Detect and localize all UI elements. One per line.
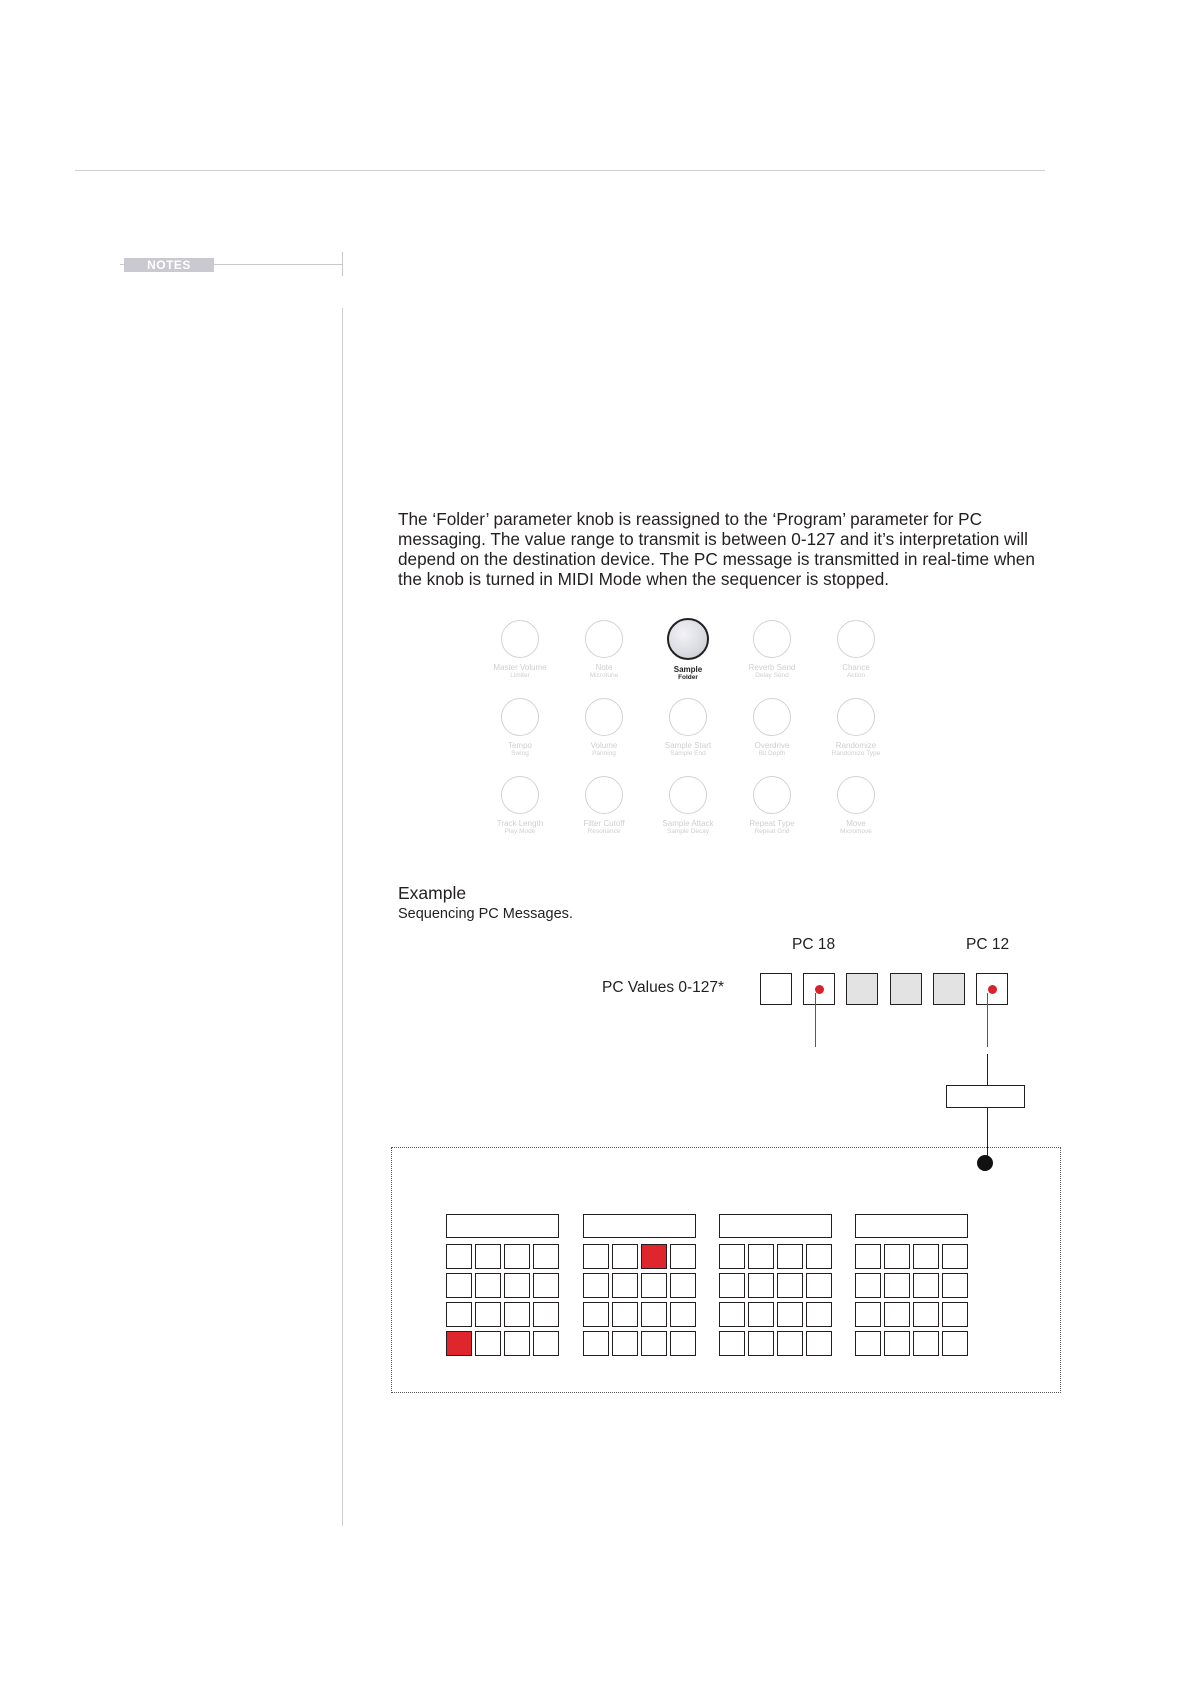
knob-tempo[interactable] [472, 698, 568, 758]
knob-label: Move [846, 819, 866, 828]
knob-volume[interactable] [556, 698, 652, 758]
knob-dial[interactable] [753, 620, 791, 658]
knob-label: Track Length [496, 819, 544, 828]
knob-chance[interactable] [808, 620, 904, 680]
knob-dial[interactable] [501, 620, 539, 658]
pad[interactable] [748, 1273, 774, 1298]
knob-sublabel: Folder [678, 674, 698, 681]
pad[interactable] [748, 1302, 774, 1327]
pad[interactable] [884, 1331, 910, 1356]
knob-dial[interactable] [585, 776, 623, 814]
pad[interactable] [641, 1302, 667, 1327]
pad[interactable] [504, 1302, 530, 1327]
knob-randomize[interactable] [808, 698, 904, 758]
step-3[interactable] [846, 973, 878, 1005]
pad[interactable] [641, 1273, 667, 1298]
pad[interactable] [913, 1244, 939, 1269]
pad[interactable] [806, 1273, 832, 1298]
pad[interactable] [446, 1302, 472, 1327]
knob-filter-cutoff[interactable] [556, 776, 652, 836]
pad[interactable] [942, 1331, 968, 1356]
pc-18-connector [815, 993, 816, 1047]
pad[interactable] [777, 1273, 803, 1298]
knob-dial[interactable] [669, 698, 707, 736]
knob-dial[interactable] [501, 776, 539, 814]
knob-dial[interactable] [837, 620, 875, 658]
pad[interactable] [719, 1273, 745, 1298]
value-connector-upper [987, 1054, 988, 1085]
pad[interactable] [942, 1302, 968, 1327]
knob-label: Overdrive [754, 741, 790, 750]
step-5[interactable] [933, 973, 965, 1005]
pad[interactable] [670, 1273, 696, 1298]
pad-bank-header [583, 1214, 696, 1238]
pad[interactable] [806, 1331, 832, 1356]
knob-dial[interactable] [669, 776, 707, 814]
pad[interactable] [533, 1302, 559, 1327]
pc-18-label: PC 18 [792, 936, 836, 953]
knob-panel [492, 620, 922, 850]
pad-bank-header [719, 1214, 832, 1238]
knob-sublabel: Play Mode [504, 828, 536, 835]
pc-12-connector [987, 993, 988, 1047]
pc-values-label: PC Values 0-127* [602, 979, 725, 996]
pad[interactable] [855, 1331, 881, 1356]
pc-marker-dot [815, 985, 824, 994]
body-paragraph: The ‘Folder’ parameter knob is reassigned to the ‘Program’ parameter for PC messaging. The value range to transmit is between 0-127 and it’s interpretation will depend on the destination device. The PC message is transmitted in real-time when the knob is turned in MIDI Mode when the sequencer is stopped. [398, 509, 1035, 589]
notes-rule-tick [342, 252, 343, 276]
pad[interactable] [777, 1244, 803, 1269]
pad[interactable] [942, 1244, 968, 1269]
pad[interactable] [855, 1244, 881, 1269]
pad[interactable] [777, 1331, 803, 1356]
pad[interactable] [719, 1302, 745, 1327]
pad[interactable] [719, 1244, 745, 1269]
knob-label: Repeat Type [749, 819, 795, 828]
pad[interactable] [719, 1331, 745, 1356]
knob-overdrive[interactable] [724, 698, 820, 758]
pad[interactable] [504, 1273, 530, 1298]
pad-bank-header [855, 1214, 968, 1238]
pad[interactable] [475, 1331, 501, 1356]
knob-master-volume[interactable] [472, 620, 568, 680]
pad[interactable] [533, 1331, 559, 1356]
knob-sublabel: Resonance [587, 828, 621, 835]
step-1[interactable] [760, 973, 792, 1005]
knob-dial[interactable] [585, 698, 623, 736]
pad[interactable] [670, 1331, 696, 1356]
knob-reverb-send[interactable] [724, 620, 820, 680]
pad[interactable] [884, 1244, 910, 1269]
pad[interactable] [612, 1331, 638, 1356]
pad-active[interactable] [641, 1244, 667, 1269]
notes-label: NOTES [124, 258, 214, 272]
pad[interactable] [913, 1302, 939, 1327]
sidebar-divider [342, 308, 343, 1526]
knob-label: Volume [590, 741, 618, 750]
knob-sample-attack[interactable] [640, 776, 736, 836]
pad[interactable] [913, 1331, 939, 1356]
knob-label: Reverb Send [748, 663, 796, 672]
knob-sublabel: Delay Send [755, 672, 789, 679]
step-4[interactable] [890, 973, 922, 1005]
knob-dial[interactable] [501, 698, 539, 736]
pad[interactable] [533, 1244, 559, 1269]
knob-note[interactable] [556, 620, 652, 680]
pad[interactable] [670, 1244, 696, 1269]
pad-bank-3 [719, 1214, 833, 1356]
pad[interactable] [748, 1331, 774, 1356]
pad[interactable] [475, 1302, 501, 1327]
pad[interactable] [748, 1244, 774, 1269]
knob-sublabel: Repeat Grid [754, 828, 790, 835]
knob-dial[interactable] [837, 698, 875, 736]
knob-dial[interactable] [585, 620, 623, 658]
pad[interactable] [942, 1273, 968, 1298]
knob-label: Sample Start [664, 741, 712, 750]
knob-dial[interactable] [667, 618, 709, 660]
knob-sublabel: Microtune [589, 672, 619, 679]
example-subtitle: Sequencing PC Messages. [398, 906, 573, 922]
knob-label: Chance [842, 663, 870, 672]
pad[interactable] [884, 1273, 910, 1298]
pad[interactable] [855, 1273, 881, 1298]
pad[interactable] [913, 1273, 939, 1298]
pad[interactable] [855, 1302, 881, 1327]
value-box [946, 1085, 1025, 1108]
pad-bank-4 [855, 1214, 969, 1356]
knob-label: Sample [673, 665, 703, 674]
pad[interactable] [446, 1273, 472, 1298]
program-knob-dot [977, 1155, 993, 1171]
pad-bank-1 [446, 1214, 560, 1356]
knob-label: Master Volume [493, 663, 547, 672]
knob-label: Tempo [507, 741, 532, 750]
pad[interactable] [612, 1302, 638, 1327]
pad[interactable] [475, 1244, 501, 1269]
pad-bank-header [446, 1214, 559, 1238]
pad[interactable] [806, 1302, 832, 1327]
knob-sublabel: Micromove [840, 828, 872, 835]
header-rule [75, 170, 1045, 171]
pc-marker-dot [988, 985, 997, 994]
pad[interactable] [583, 1302, 609, 1327]
pad[interactable] [583, 1331, 609, 1356]
pad[interactable] [583, 1244, 609, 1269]
knob-label: Filter Cutoff [583, 819, 625, 828]
pad[interactable] [583, 1273, 609, 1298]
knob-sublabel: Sample Decay [666, 828, 710, 835]
knob-label: Note [595, 663, 613, 672]
knob-sublabel: Randomize Type [831, 750, 881, 757]
knob-sublabel: Action [846, 672, 866, 679]
pad[interactable] [670, 1302, 696, 1327]
knob-sublabel: Swing [511, 750, 529, 757]
pad[interactable] [777, 1302, 803, 1327]
pad[interactable] [475, 1273, 501, 1298]
example-title: Example [398, 883, 467, 903]
pad[interactable] [504, 1331, 530, 1356]
pad[interactable] [884, 1302, 910, 1327]
knob-sample-start[interactable] [640, 698, 736, 758]
pad[interactable] [641, 1331, 667, 1356]
knob-track-length[interactable] [472, 776, 568, 836]
knob-sublabel: Sample End [670, 750, 706, 757]
pad-active[interactable] [446, 1331, 472, 1356]
pad[interactable] [504, 1244, 530, 1269]
knob-label: Randomize [835, 741, 877, 750]
knob-dial[interactable] [753, 776, 791, 814]
knob-sublabel: Limiter [510, 672, 530, 679]
knob-move[interactable] [808, 776, 904, 836]
knob-sample[interactable] [640, 620, 736, 682]
knob-sublabel: Bit Depth [758, 750, 786, 757]
knob-dial[interactable] [753, 698, 791, 736]
knob-dial[interactable] [837, 776, 875, 814]
pad-bank-2 [583, 1214, 697, 1356]
pad[interactable] [612, 1273, 638, 1298]
knob-repeat-type[interactable] [724, 776, 820, 836]
pad[interactable] [806, 1244, 832, 1269]
pad[interactable] [612, 1244, 638, 1269]
pad[interactable] [446, 1244, 472, 1269]
knob-label: Sample Attack [662, 819, 714, 828]
pc-12-label: PC 12 [966, 936, 1010, 953]
knob-sublabel: Panning [592, 750, 616, 757]
pad[interactable] [533, 1273, 559, 1298]
